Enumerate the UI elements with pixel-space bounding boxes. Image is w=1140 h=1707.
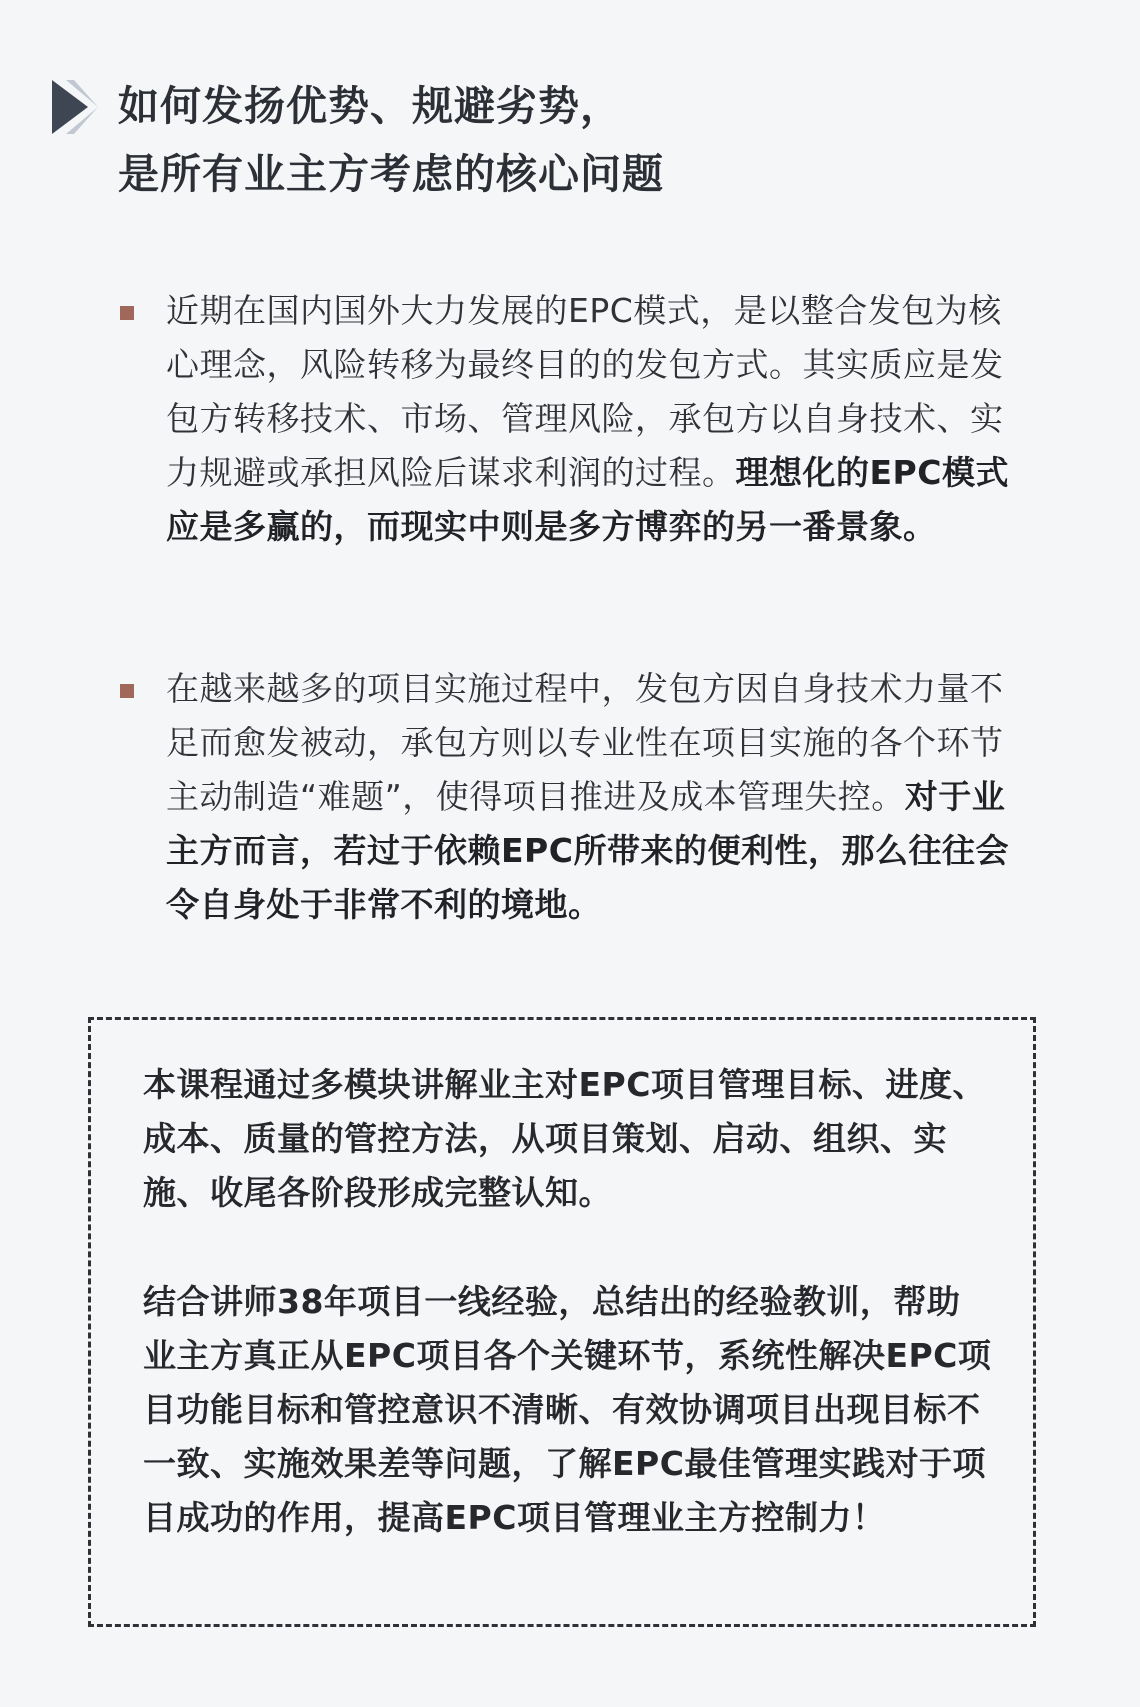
page-title — [118, 72, 664, 208]
bullet-text-normal: 近期在国内国外大力发展的EPC模式，是以整合发包为核心理念，风险转移为最终目的的发包方式。其实质应是发包方转移技术、市场、管理风险，承包方以自身技术、实力规避或承担风险后谋求利润的过程。 — [166, 291, 1004, 492]
square-bullet-icon — [120, 306, 134, 320]
course-summary-box — [88, 1017, 1036, 1627]
bullet-text-1 — [166, 284, 1026, 554]
square-bullet-icon — [120, 684, 134, 698]
summary-paragraph-2: 结合讲师38年项目一线经验，总结出的经验教训，帮助业主方真正从EPC项目各个关键环节，系统性解决EPC项目功能目标和管控意识不清晰、有效协调项目出现目标不一致、实施效果差等问题，了解EPC最佳管理实践对于项目成功的作用，提高EPC项目管理业主方控制力！ — [143, 1282, 992, 1537]
title-line-1: 如何发扬优势、规避劣势， — [118, 82, 622, 130]
title-line-2: 是所有业主方考虑的核心问题 — [118, 150, 664, 198]
summary-paragraph-1: 本课程通过多模块讲解业主对EPC项目管理目标、进度、成本、质量的管控方法，从项目策划、启动、组织、实施、收尾各阶段形成完整认知。 — [143, 1065, 986, 1212]
bullet-text-emphasis: 理想化的EPC模式应是多赢的，而现实中则是多方博弈的另一番景象。 — [166, 453, 1009, 546]
bullet-text-emphasis: 对于业主方而言，若过于依赖EPC所带来的便利性，那么往往会令自身处于非常不利的境地。 — [166, 777, 1009, 924]
chevron-right-icon — [48, 76, 98, 138]
bullet-text-normal: 在越来越多的项目实施过程中，发包方因自身技术力量不足而愈发被动，承包方则以专业性在项目实施的各个环节主动制造“难题”，使得项目推进及成本管理失控。 — [166, 669, 1004, 816]
bullet-text-2 — [166, 662, 1026, 932]
